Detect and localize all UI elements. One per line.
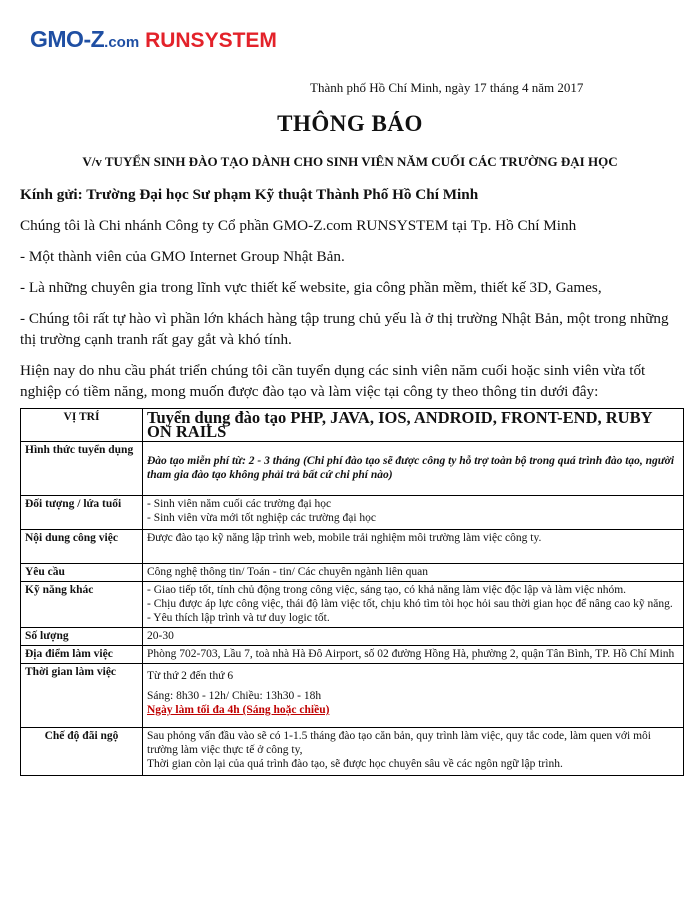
time-note: Ngày làm tối đa 4h (Sáng hoặc chiều) xyxy=(147,704,330,716)
quantity-label: Số lượng xyxy=(21,628,143,646)
table-row xyxy=(21,409,684,442)
target-values xyxy=(143,496,684,530)
table-row xyxy=(21,442,684,496)
logo-gmo-text: GMO-Z xyxy=(30,26,105,52)
table-row xyxy=(21,496,684,530)
skills-values xyxy=(143,582,684,628)
time-days: Từ thứ 2 đến thứ 6 xyxy=(147,670,234,682)
dateline: Thành phố Hồ Chí Minh, ngày 17 tháng 4 năm 2017 xyxy=(310,80,584,95)
time-hours: Sáng: 8h30 - 12h/ Chiều: 13h30 - 18h xyxy=(147,690,322,702)
place-label: Địa điểm làm việc xyxy=(21,646,143,664)
requirement-label: Yêu cầu xyxy=(21,564,143,582)
quantity-value: 20-30 xyxy=(143,628,684,646)
skills-label: Kỹ năng khác xyxy=(21,582,143,628)
table-row xyxy=(21,530,684,564)
content-label: Nội dung công việc xyxy=(21,530,143,564)
table-row xyxy=(21,664,684,728)
position-value: Tuyển dụng đào tạo PHP, JAVA, IOS, ANDROID, FRONT-END, RUBY ON RAILS xyxy=(143,409,684,442)
benefit-values xyxy=(143,728,684,776)
list-item: - Chịu được áp lực công việc, thái độ làm việc tốt, chịu khó tìm tòi học hỏi sau thời gian học để nâng cao kỹ năng. xyxy=(147,598,673,610)
paragraph-customers: - Chúng tôi rất tự hào vì phần lớn khách hàng tập trung chủ yếu là ở thị trường Nhật Bản, một trong những thị trường cạnh tranh rất gay gắt và khó tính. xyxy=(20,310,669,348)
content-value: Được đào tạo kỹ năng lập trình web, mobile trải nghiệm môi trường làm việc công ty. xyxy=(143,530,684,564)
list-item: - Yêu thích lập trình và tư duy logic tốt. xyxy=(147,612,330,624)
logo-runsystem-text: RUNSYSTEM xyxy=(145,29,277,52)
time-label: Thời gian làm việc xyxy=(21,664,143,728)
document-subtitle: V/v TUYỂN SINH ĐÀO TẠO DÀNH CHO SINH VIÊN NĂM CUỐI CÁC TRƯỜNG ĐẠI HỌC xyxy=(82,154,618,169)
form-value: Đào tạo miễn phí từ: 2 - 3 tháng (Chi phí đào tạo sẽ được công ty hỗ trợ toàn bộ trong quá trình đào tạo, người tham gia đào tạo không phải trả bất cứ chi phí nào) xyxy=(143,442,684,496)
recruitment-info-table xyxy=(20,408,684,776)
place-value: Phòng 702-703, Lầu 7, toà nhà Hà Đô Airport, số 02 đường Hồng Hà, phường 2, quận Tân Bình, TP. Hồ Chí Minh xyxy=(143,646,684,664)
company-logo xyxy=(30,26,277,53)
paragraph-member: - Một thành viên của GMO Internet Group Nhật Bản. xyxy=(20,248,345,265)
benefit-label: Chế độ đãi ngộ xyxy=(21,728,143,776)
table-row xyxy=(21,564,684,582)
list-item: Sau phỏng vấn đầu vào sẽ có 1-1.5 tháng đào tạo căn bản, quy trình làm việc, quy tắc code, làm quen với môi trường làm việc thực tế ở công ty, xyxy=(147,730,651,756)
paragraph-experts: - Là những chuyên gia trong lĩnh vực thiết kế website, gia công phần mềm, thiết kế 3D, Games, xyxy=(20,279,602,296)
position-label: VỊ TRÍ xyxy=(21,409,143,442)
paragraph-recruitment: Hiện nay do nhu cầu phát triển chúng tôi cần tuyển dụng các sinh viên năm cuối hoặc sinh viên vừa tốt nghiệp có tiềm năng, mong muốn được đào tạo và làm việc tại công ty theo thông tin dưới đây: xyxy=(20,362,646,400)
requirement-value: Công nghệ thông tin/ Toán - tin/ Các chuyên ngành liên quan xyxy=(143,564,684,582)
list-item: - Sinh viên vừa mới tốt nghiệp các trường đại học xyxy=(147,512,377,524)
list-item: - Giao tiếp tốt, tính chủ động trong công việc, sáng tạo, có khả năng làm việc độc lập và làm việc nhóm. xyxy=(147,584,627,596)
list-item: Thời gian còn lại của quá trình đào tạo, sẽ được học chuyên sâu về các ngôn ngữ lập trình. xyxy=(147,758,563,770)
table-row xyxy=(21,628,684,646)
table-row xyxy=(21,728,684,776)
document-title: THÔNG BÁO xyxy=(277,111,423,136)
list-item: - Sinh viên năm cuối các trường đại học xyxy=(147,498,332,510)
table-row xyxy=(21,582,684,628)
time-values xyxy=(143,664,684,728)
paragraph-intro: Chúng tôi là Chi nhánh Công ty Cổ phần GMO-Z.com RUNSYSTEM tại Tp. Hồ Chí Minh xyxy=(20,217,577,234)
form-label: Hình thức tuyển dụng xyxy=(21,442,143,496)
target-label: Đối tượng / lứa tuổi xyxy=(21,496,143,530)
table-row xyxy=(21,646,684,664)
logo-com-text: .com xyxy=(104,34,140,51)
salutation: Kính gửi: Trường Đại học Sư phạm Kỹ thuật Thành Phố Hồ Chí Minh xyxy=(20,186,479,203)
